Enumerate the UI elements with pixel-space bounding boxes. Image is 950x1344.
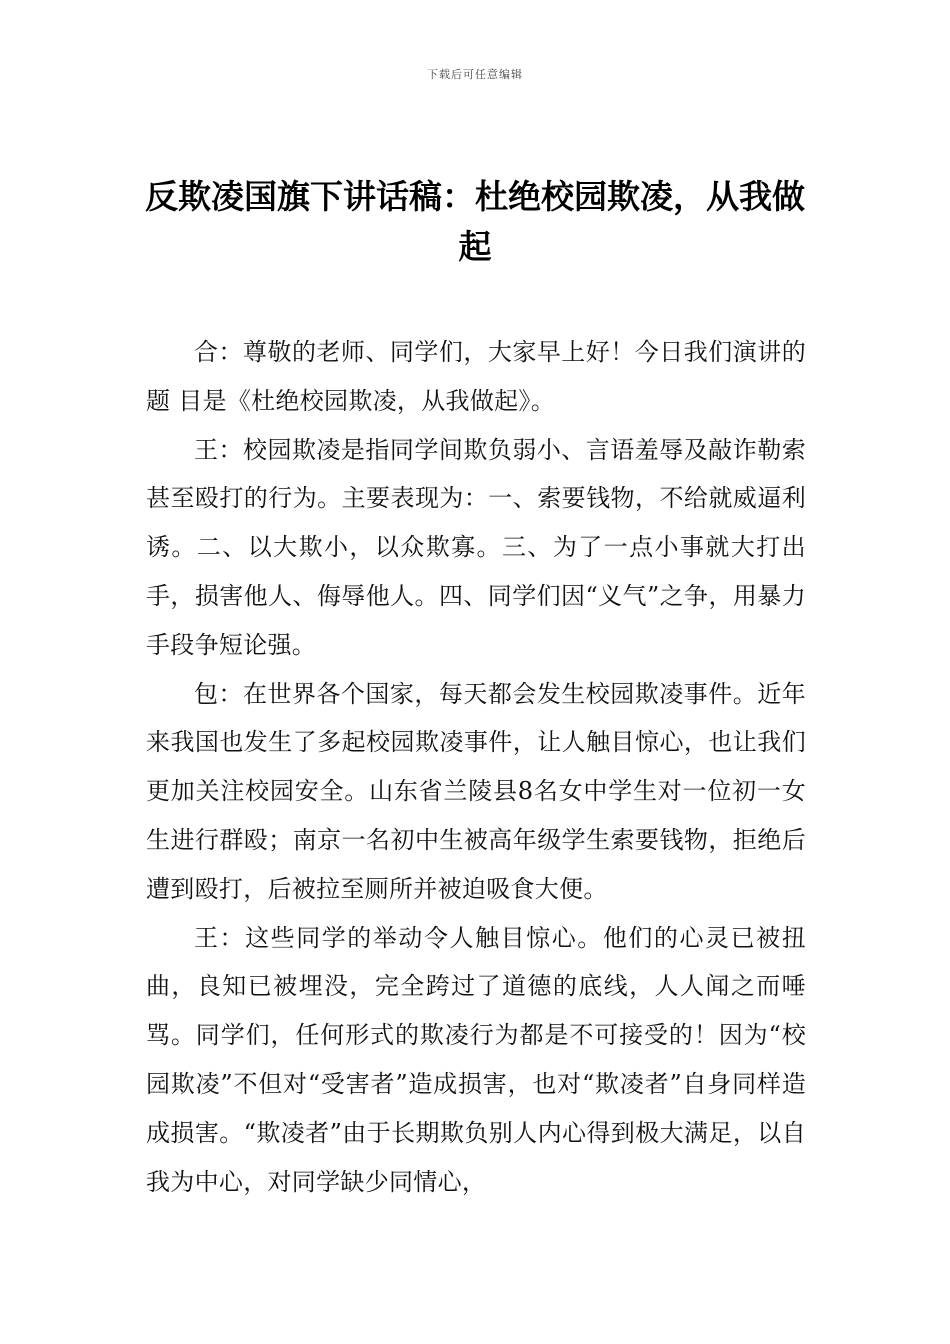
document-title: 反欺凌国旗下讲话稿：杜绝校园欺凌，从我做起 [145,177,805,266]
paragraph-4: 王：这些同学的举动令人触目惊心。他们的心灵已被扭曲，良知已被埋没，完全跨过了道德的底线，人人闻之而唾骂。同学们，任何形式的欺凌行为都是不可接受的！因为“校园欺凌”不但对“受害者”造成损害，也对“欺凌者”自身同样造成损害。“欺凌者”由于长期欺负别人内心得到极大满足，以自我为中心，对同学缺少同情心， [146,923,806,1196]
paragraph-2: 王：校园欺凌是指同学间欺负弱小、言语羞辱及敲诈勒索甚至殴打的行为。主要表现为：一、索要钱物，不给就威逼利诱。二、以大欺小，以众欺寡。三、为了一点小事就大打出手，损害他人、侮辱他人。四、同学们因“义气”之争，用暴力手段争短论强。 [146,435,806,659]
header-note: 下载后可任意编辑 [427,68,523,81]
paragraph-1: 合：尊敬的老师、同学们，大家早上好！今日我们演讲的题 目是《杜绝校园欺凌，从我做起》。 [146,338,806,415]
document-body [146,328,806,1206]
paragraph-3: 包：在世界各个国家，每天都会发生校园欺凌事件。近年来我国也发生了多起校园欺凌事件，让人触目惊心，也让我们更加关注校园安全。山东省兰陵县8名女中学生对一位初一女生进行群殴；南京一名初中生被高年级学生索要钱物，拒绝后遭到殴打，后被拉至厕所并被迫吸食大便。 [146,679,806,903]
